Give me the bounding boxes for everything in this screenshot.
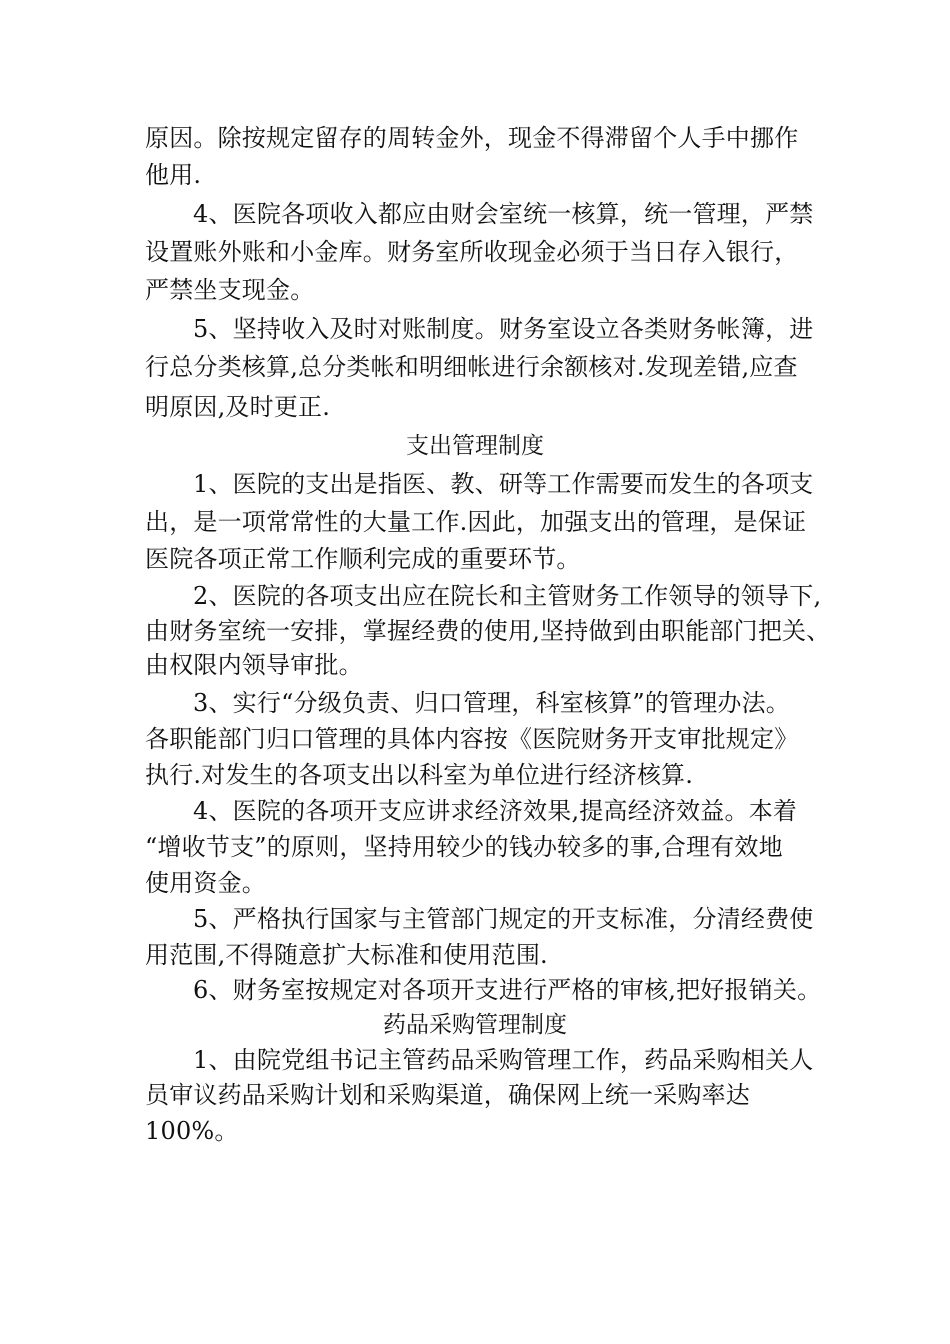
paragraph-line: 设置账外账和小金库。财务室所收现金必须于当日存入银行，: [145, 238, 799, 266]
paragraph-line: “增收节支”的原则，坚持用较少的钱办较多的事,合理有效地: [145, 833, 783, 861]
paragraph-line: 1、医院的支出是指医、教、研等工作需要而发生的各项支: [193, 470, 814, 498]
paragraph-line: 6、财务室按规定对各项开支进行严格的审核,把好报销关。: [193, 976, 822, 1004]
paragraph-line: 医院各项正常工作顺利完成的重要环节。: [145, 545, 581, 573]
paragraph-line: 执行.对发生的各项支出以科室为单位进行经济核算.: [145, 761, 694, 789]
paragraph-line: 各职能部门归口管理的具体内容按《医院财务开支审批规定》: [145, 725, 799, 753]
paragraph-line: 100%。: [145, 1117, 239, 1145]
paragraph-line: 5、坚持收入及时对账制度。财务室设立各类财务帐簿，进: [193, 315, 814, 343]
paragraph-line: 严禁坐支现金。: [145, 276, 315, 304]
paragraph-line: 员审议药品采购计划和采购渠道，确保网上统一采购率达: [145, 1081, 750, 1109]
section-heading: 药品采购管理制度: [383, 1012, 567, 1038]
paragraph-line: 2、医院的各项支出应在院长和主管财务工作领导的领导下,: [193, 582, 822, 610]
paragraph-line: 4、医院的各项开支应讲求经济效果,提高经济效益。本着: [193, 797, 798, 825]
paragraph-line: 他用.: [145, 161, 202, 189]
paragraph-line: 由权限内领导审批。: [145, 651, 363, 679]
paragraph-line: 4、医院各项收入都应由财会室统一核算，统一管理，严禁: [193, 200, 814, 228]
paragraph-line: 明原因,及时更正.: [145, 393, 331, 421]
paragraph-line: 3、实行“分级负责、归口管理，科室核算”的管理办法。: [193, 689, 791, 717]
paragraph-line: 使用资金。: [145, 869, 266, 897]
paragraph-line: 5、严格执行国家与主管部门规定的开支标准，分清经费使: [193, 905, 814, 933]
paragraph-line: 原因。除按规定留存的周转金外，现金不得滞留个人手中挪作: [145, 124, 799, 152]
paragraph-line: 由财务室统一安排，掌握经费的使用,坚持做到由职能部门把关、: [145, 617, 831, 645]
paragraph-line: 用范围,不得随意扩大标准和使用范围.: [145, 941, 548, 969]
paragraph-line: 出，是一项常常性的大量工作.因此，加强支出的管理，是保证: [145, 508, 807, 536]
section-heading: 支出管理制度: [406, 433, 544, 459]
paragraph-line: 1、由院党组书记主管药品采购管理工作，药品采购相关人: [193, 1046, 814, 1074]
paragraph-line: 行总分类核算,总分类帐和明细帐进行余额核对.发现差错,应查: [145, 353, 798, 381]
